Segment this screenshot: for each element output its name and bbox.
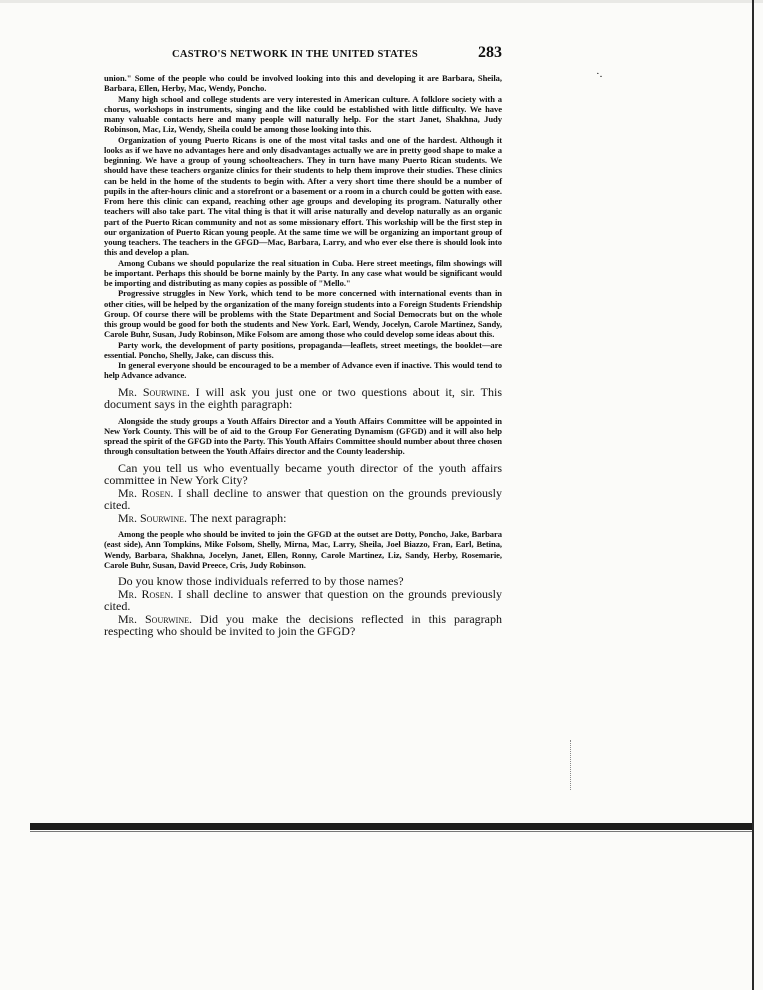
- question-3: [104, 512, 502, 525]
- quoted-paragraph-2: Among the people who should be invited to join the GFGD at the outset are Dotty, Poncho, Jake, Barbara (east side), Ann Tompkins, Mike Folsom, Shelly, Mirna, Mac, Larry, Sheila, Joel Biazzo, Fran, Earl, Betina, Wendy, Barbara, Shakhna, Jocelyn, Janet, Ellen, Ronny, Carole Martinez, Liz, Sandy, Herby, Rosemarie, Carole Buhr, Susan, David Preece, Cris, Judy Robinson.: [104, 529, 502, 570]
- paragraph-4: Among Cubans we should popularize the real situation in Cuba. Here street meetings, film showings will be important. Perhaps this should be borne mainly by the Party. In any case what would be significant would be importing and distributing as many copies as possible of "Mello.": [104, 257, 502, 288]
- answer-2-text: I shall decline to answer that question on the grounds previously cited.: [104, 586, 502, 613]
- speaker: Mr. Sourwine.: [118, 384, 190, 399]
- question-5-text: Did you make the decisions reflected in this paragraph respecting who should be invited to join the GFGD?: [104, 611, 502, 638]
- page-header: [106, 44, 502, 64]
- scan-edge-top: [0, 0, 763, 3]
- question-1-text: I will ask you just one or two questions about it, sir. This document says in the eighth paragraph:: [104, 384, 503, 411]
- scan-edge-right: [752, 0, 754, 990]
- bottom-rule: [30, 823, 752, 830]
- page-number: 283: [478, 44, 502, 61]
- paragraph-1: union." Some of the people who could be involved looking into this and developing it are Barbara, Sheila, Barbara, Ellen, Herby, Mac, Wendy, Poncho.: [104, 73, 502, 94]
- answer-1: [104, 487, 502, 512]
- paragraph-2: Many high school and college students are very interested in American culture. A folklore society with a chorus, workshops in instruments, singing and the like could be established with little difficulty. We have many valuable contacts here and many people will naturally help. For the start Janet, Shakhna, Judy Robinson, Mac, Liz, Wendy, Sheila could be among those looking into this.: [104, 93, 502, 135]
- speaker: Mr. Rosen.: [118, 586, 174, 601]
- quoted-paragraph-1: Alongside the study groups a Youth Affairs Director and a Youth Affairs Committee will be appointed in New York County. This will be of aid to the Group For Generating Dynamism (GFGD) and it will also help spread the spirit of the GFGD into the Party. This Youth Affairs Committee should number about three chosen through consultation between the Youth Affairs director and the County leadership.: [104, 415, 502, 457]
- question-5: [104, 613, 502, 638]
- speaker: Mr. Rosen.: [118, 485, 174, 500]
- answer-1-text: I shall decline to answer that question on the grounds previously cited.: [104, 485, 502, 512]
- paragraph-6: Party work, the development of party positions, propaganda—leaflets, street meetings, the booklet—are essential. Poncho, Shelly, Jake, can discuss this.: [104, 339, 502, 360]
- paragraph-7: In general everyone should be encouraged to be a member of Advance even if inactive. This would tend to help Advance advance.: [104, 360, 502, 381]
- speaker: Mr. Sourwine.: [118, 611, 193, 626]
- paragraph-3: Organization of young Puerto Ricans is one of the most vital tasks and one of the hardest. Although it looks as if we have no advantages here and only disadvantages actually we are in pretty good shape to make a beginning. We have a group of young schoolteachers. They in turn have many Puerto Rican students. We should have these teachers organize clinics for their students to help them improve their studies. These clinics can be held in the home of the students to begin with. After a very short time there should be a number of pupils in the after-hours clinic and a storefront or a basement or a room in a church could be gotten with ease. From here this clinic can expand, reaching other age groups and developing its program. Naturally other teachers will also take part. The vital thing is that it will arise naturally and develop naturally as an organic part of the Puerto Rican community and not as some missionary effort. This workship will be the first step in our organization of Puerto Rican young people. At the same time we will be organizing an important group of young teachers. The teachers in the GFGD—Mac, Barbara, Larry, and who ever else there is should look into this and develop a plan.: [104, 134, 502, 258]
- answer-2: [104, 588, 502, 613]
- speaker: Mr. Sourwine.: [118, 510, 188, 525]
- margin-dots: [570, 740, 573, 790]
- page-body: [104, 73, 502, 638]
- question-4: Do you know those individuals referred to by those names?: [118, 574, 404, 588]
- question-3-text: The next paragraph:: [187, 510, 287, 525]
- bottom-rule-thin: [30, 831, 752, 832]
- question-2: Can you tell us who eventually became youth director of the youth affairs committee in New York City?: [104, 460, 502, 487]
- running-head: CASTRO'S NETWORK IN THE UNITED STATES: [172, 49, 418, 60]
- paragraph-5: Progressive struggles in New York, which tend to be more concerned with international events than in other cities, will be helped by the organization of the many foreign students into a Foreign Students Friendship Group. Of course there will be problems with the State Department and Social Democrats but on the whole this group would be good for both the students and New York. Earl, Wendy, Jocelyn, Carole Martinez, Sandy, Carole Buhr, Susan, Judy Robinson, Mike Folsom are among those who could develop some ideas about this.: [104, 288, 502, 340]
- question-1: [104, 386, 502, 411]
- stray-mark: ·.: [596, 68, 603, 80]
